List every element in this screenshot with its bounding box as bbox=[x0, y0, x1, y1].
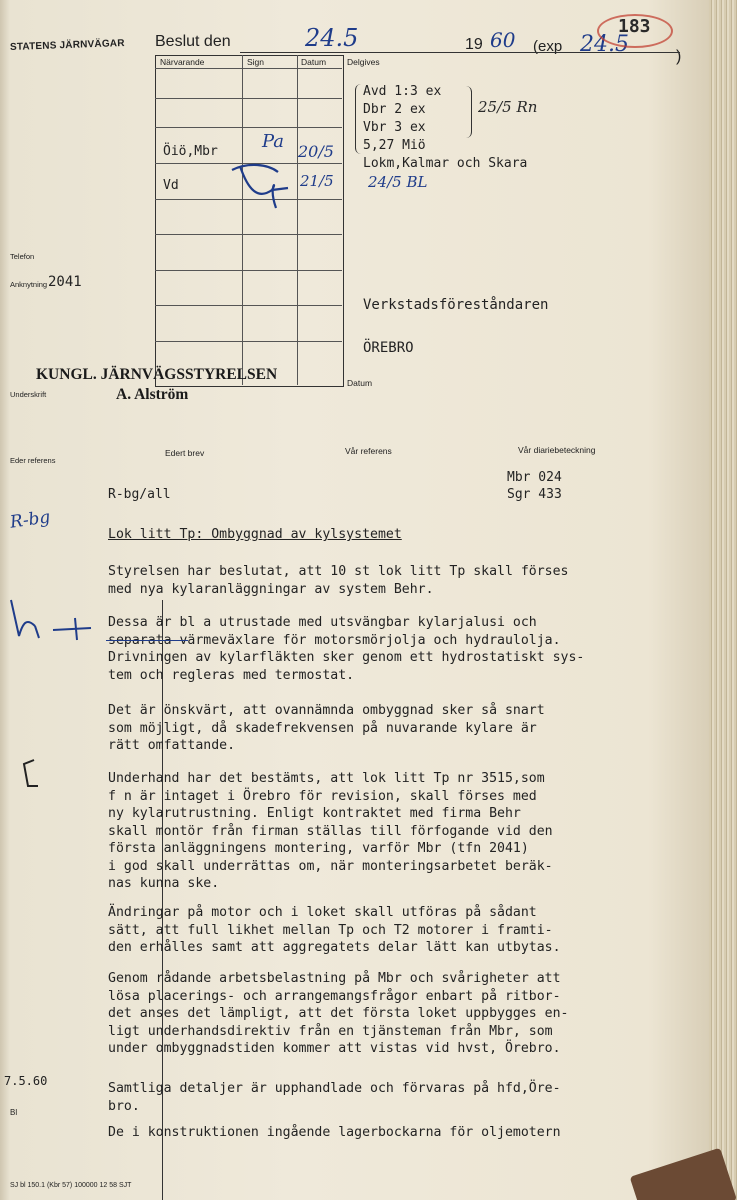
margin-scribble bbox=[5, 596, 95, 646]
authority-stamp: KUNGL. JÄRNVÄGSSTYRELSEN bbox=[36, 366, 278, 383]
margin-date: 7.5.60 bbox=[4, 1074, 48, 1088]
eder-ref-label: Eder referens bbox=[10, 456, 56, 465]
datum-label: Datum bbox=[347, 378, 373, 388]
strike-separata bbox=[106, 640, 188, 641]
delgives-2: Dbr 2 ex bbox=[363, 102, 426, 117]
ankn-value: 2041 bbox=[48, 274, 82, 290]
diarie-line1: Mbr 024 bbox=[507, 470, 562, 485]
delgives-4: 5,27 Miö bbox=[363, 138, 426, 153]
delgives-5: Lokm,Kalmar och Skara bbox=[363, 156, 528, 171]
row-date-1: 20/5 bbox=[298, 142, 334, 161]
year-prefix: 19 bbox=[465, 36, 483, 53]
signer-name: A. Alström bbox=[116, 386, 189, 403]
row-sign-1: Pa bbox=[262, 131, 285, 152]
beslut-date: 24.5 bbox=[305, 24, 359, 52]
paragraph-8: De i konstruktionen ingående lagerbockarna för oljemotern bbox=[108, 1125, 561, 1140]
paragraph-1: Styrelsen har beslutat, att 10 st lok litt Tp skall förses med nya kylaranläggningar av system Behr. bbox=[108, 564, 569, 597]
diarie-line2: Sgr 433 bbox=[507, 487, 562, 502]
var-referens-label: Vår referens bbox=[345, 446, 392, 456]
delgives-3: Vbr 3 ex bbox=[363, 120, 426, 135]
row-name-1: Öiö,Mbr bbox=[163, 144, 218, 159]
delgives-note2: 24/5 BL bbox=[368, 173, 428, 191]
margin-mark bbox=[16, 756, 46, 796]
year-suffix: 60 bbox=[490, 28, 516, 52]
page-number-circle bbox=[597, 14, 673, 48]
row-date-2: 21/5 bbox=[300, 172, 334, 190]
delgives-brace-right bbox=[465, 86, 472, 138]
addressee-line1: Verkstadsföreståndaren bbox=[363, 297, 549, 313]
col-narvarande: Närvarande bbox=[160, 57, 205, 67]
edert-brev-label: Edert brev bbox=[165, 448, 205, 458]
binder-tab bbox=[630, 1148, 737, 1200]
table-divider-sign bbox=[242, 55, 243, 385]
paragraph-6: Genom rådande arbetsbelastning på Mbr och svårigheter att lösa placerings- och arrangemangsfrågor enbart på ritbor- det anses det lämpligt, att det första loket uppbygges en- ligt underhandsdirektiv från en tjänsteman från Mbr, som under ombyggnadstiden kommer att vistas vid hvst, Örebro. bbox=[108, 971, 569, 1056]
close-paren: ) bbox=[676, 48, 682, 65]
beslut-label: Beslut den bbox=[155, 33, 231, 50]
paragraph-7: Samtliga detaljer är upphandlade och förvaras på hfd,Öre- bro. bbox=[108, 1081, 561, 1114]
paragraph-5: Ändringar på motor och i loket skall utföras på sådant sätt, att full likhet mellan Tp och T2 motorer i framti- den erhålles samt att aggregatets delar lätt kan utbytas. bbox=[108, 905, 561, 955]
delgives-note: 25/5 Rn bbox=[478, 98, 538, 116]
col-datum: Datum bbox=[301, 57, 327, 67]
row-name-2: Vd bbox=[163, 178, 179, 193]
delgives-1: Avd 1:3 ex bbox=[363, 84, 442, 99]
exp-label: (exp bbox=[533, 38, 563, 55]
exp-date: 24.5 bbox=[580, 32, 629, 57]
telefon-label: Telefon bbox=[10, 252, 35, 261]
subject: Lok litt Tp: Ombyggnad av kylsystemet bbox=[108, 527, 402, 542]
addressee-line2: ÖREBRO bbox=[363, 340, 414, 356]
header-rule bbox=[240, 52, 680, 53]
footer-code: SJ bl 150.1 (Kbr 57) 100000 12 58 SJT bbox=[10, 1182, 132, 1189]
paragraph-3: Det är önskvärt, att ovannämnda ombyggnad sker så snart som möjligt, då skadefrekvensen på nuvarande kylare är rätt omfattande. bbox=[108, 703, 545, 753]
margin-small: Bl bbox=[10, 1108, 18, 1117]
our-ref: R-bg/all bbox=[108, 487, 171, 502]
distribution-table bbox=[155, 55, 344, 387]
paragraph-2: Dessa är bl a utrustade med utsvängbar kylarjalusi och separata värmeväxlare för motorsmörjolja och hydraulolja. Drivningen av kylarfläkten sker genom ett hydrostatiskt sys- tem och regleras med termostat. bbox=[108, 615, 585, 683]
ankn-label: Anknytning bbox=[10, 280, 48, 289]
var-diarie-label: Vår diariebeteckning bbox=[518, 445, 596, 455]
paragraph-4: Underhand har det bestämts, att lok litt Tp nr 3515,som f n är intaget i Örebro för revision, skall förses med ny kylarutrustning. Enligt kontraktet med firma Behr skall montör från firman ställas till förfogande vid den första anläggningens montering, varför Mbr (tfn 2041) i god skall underrättas om, när monteringsarbetet beräk- nas kunna ske. bbox=[108, 771, 553, 891]
underskrift-label: Underskrift bbox=[10, 390, 47, 399]
binder-edge bbox=[709, 0, 737, 1200]
delgives-brace bbox=[355, 84, 362, 154]
col-sign: Sign bbox=[247, 57, 265, 67]
table-divider-datum bbox=[297, 55, 298, 385]
org-name: STATENS JÄRNVÄGAR bbox=[9, 38, 125, 53]
vd-signature bbox=[228, 160, 298, 215]
page-number: 183 bbox=[618, 16, 651, 37]
hand-ref: R-bg bbox=[8, 507, 52, 533]
col-delgives: Delgives bbox=[347, 57, 380, 67]
